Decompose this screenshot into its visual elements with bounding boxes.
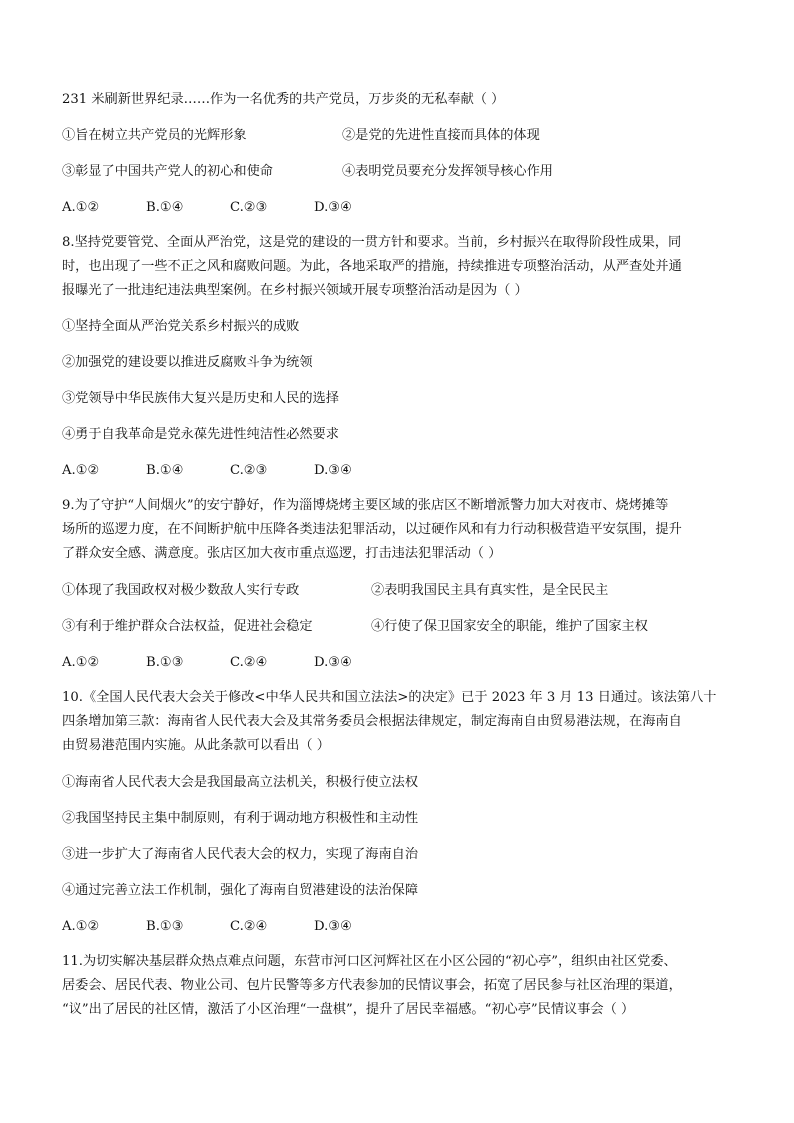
q9-stem-line-3: 了群众安全感、满意度。张店区加大夜市重点巡逻，打击违法犯罪活动（ ） [62,546,502,561]
q9-answer-c: C.②④ [230,655,268,670]
q8-stem-line-1: 8.坚持党要管党、全面从严治党，这是党的建设的一贯方针和要求。当前，乡村振兴在取得阶段性成果，同 [62,235,682,250]
q7-answer-a: A.①② [62,200,100,215]
q8-option-2: ②加强党的建设要以推进反腐败斗争为统领 [62,355,313,370]
q9-option-4: ④行使了保卫国家安全的职能，维护了国家主权 [371,619,648,634]
q9-answer-a: A.①② [62,655,100,670]
q7-option-1: ①旨在树立共产党员的光辉形象 [62,128,247,143]
q8-answer-d: D.③④ [314,463,352,478]
q9-stem-line-1: 9.为了守护“人间烟火”的安宁静好，作为淄博烧烤主要区域的张店区不断增派警力加大对夜市、烧烤摊等 [62,498,669,513]
q10-option-1: ①海南省人民代表大会是我国最高立法机关，积极行使立法权 [62,775,419,790]
q9-stem-line-2: 场所的巡逻力度，在不间断护航中压降各类违法犯罪活动，以过硬作风和有力行动积极营造平安氛围，提升 [62,522,682,537]
q11-stem-line-2: 居委会、居民代表、物业公司、包片民警等多方代表参加的民情议事会，拓宽了居民参与社区治理的渠道， [62,978,682,993]
q7-answer-d: D.③④ [314,200,352,215]
q8-option-3: ③党领导中华民族伟大复兴是历史和人民的选择 [62,391,339,406]
q7-option-3: ③彰显了中国共产党人的初心和使命 [62,164,273,179]
q10-answer-d: D.③④ [314,919,352,934]
q9-option-3: ③有利于维护群众合法权益，促进社会稳定 [62,619,313,634]
q10-stem-line-2: 四条增加第三款：海南省人民代表大会及其常务委员会根据法律规定，制定海南自由贸易港法规，在海南自 [62,714,682,729]
q7-stem-tail: 231 米刷新世界纪录……作为一名优秀的共产党员，万步炎的无私奉献（ ） [62,92,505,107]
q11-stem-line-3: “议”出了居民的社区情，激活了小区治理“一盘棋”，提升了居民幸福感。“初心亭”民情议事会（ ） [62,1002,635,1017]
q9-option-1: ①体现了我国政权对极少数敌人实行专政 [62,583,300,598]
q7-answer-c: C.②③ [230,200,268,215]
q8-stem-line-3: 报曝光了一批违纪违法典型案例。在乡村振兴领域开展专项整治活动是因为（ ） [62,283,528,298]
q10-option-2: ②我国坚持民主集中制原则，有利于调动地方积极性和主动性 [62,811,419,826]
q10-stem-line-3: 由贸易港范围内实施。从此条款可以看出（ ） [62,738,330,753]
q10-answer-c: C.②④ [230,919,268,934]
q8-stem-line-2: 时，也出现了一些不正之风和腐败问题。为此，各地采取严的措施，持续推进专项整治活动，从严查处并通 [62,259,682,274]
q9-option-2: ②表明我国民主具有真实性，是全民民主 [371,583,609,598]
q10-answer-b: B.①③ [146,919,184,934]
q8-answer-a: A.①② [62,463,100,478]
q7-option-4: ④表明党员要充分发挥领导核心作用 [342,164,553,179]
q8-answer-b: B.①④ [146,463,184,478]
q10-stem-line-1: 10.《全国人民代表大会关于修改<中华人民共和国立法法>的决定》已于 2023 年 3 月 13 日通过。该法第八十 [62,690,717,705]
q9-answer-d: D.③④ [314,655,352,670]
q7-answer-b: B.①④ [146,200,184,215]
q10-answer-a: A.①② [62,919,100,934]
q7-option-2: ②是党的先进性直接而具体的体现 [342,128,540,143]
q10-option-3: ③进一步扩大了海南省人民代表大会的权力，实现了海南自治 [62,847,419,862]
q11-stem-line-1: 11.为切实解决基层群众热点难点问题，东营市河口区河辉社区在小区公园的“初心亭”，组织由社区党委、 [62,954,677,969]
q8-answer-c: C.②③ [230,463,268,478]
q9-answer-b: B.①③ [146,655,184,670]
q10-option-4: ④通过完善立法工作机制，强化了海南自贸港建设的法治保障 [62,883,419,898]
q8-option-1: ①坚持全面从严治党关系乡村振兴的成败 [62,319,300,334]
q8-option-4: ④勇于自我革命是党永葆先进性纯洁性必然要求 [62,427,339,442]
